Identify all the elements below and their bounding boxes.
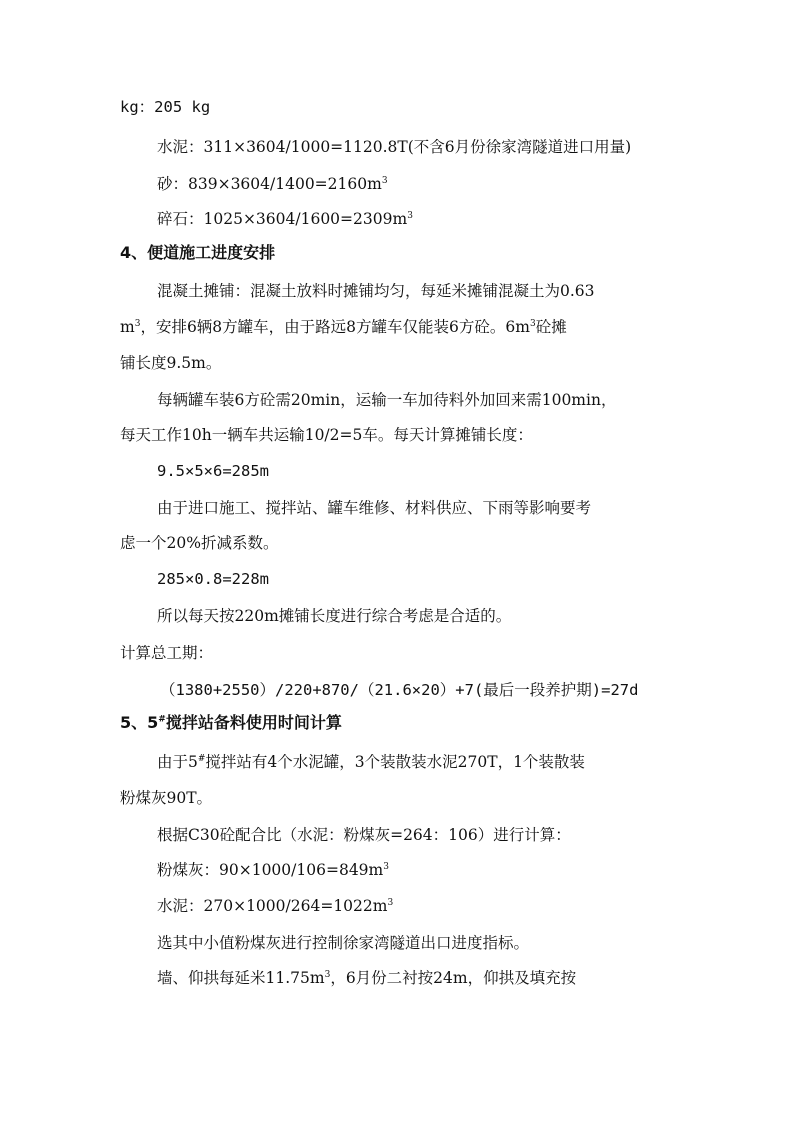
- para-cement-2: 水泥：$270\times 1000/264=1022m^3$: [157, 897, 394, 915]
- para-wall: 墙、仰拱每延米$11.75m^3$，6月份二衬按24m，仰拱及填充按: [157, 969, 577, 987]
- formula-paving-length: 9.5×5×6=285m: [157, 462, 269, 480]
- para-total-period-label: 计算总工期：: [120, 644, 214, 662]
- para-transport-1: 每辆罐车装6方砼需20min，运输一车加待料外加回来需100min，: [157, 391, 617, 409]
- para-cement-1: 水泥：311×3604/1000=1120.8T(不含6月份徐家湾隧道进口用量): [157, 138, 632, 156]
- para-reduction-1: 由于进口施工、搅拌站、罐车维修、材料供应、下雨等影响要考: [157, 499, 592, 517]
- para-mix-ratio: 根据C30砼配合比（水泥：粉煤灰=264：106）进行计算：: [157, 826, 571, 844]
- para-sand: 砂：$839\times 3604/1400=2160m^3$: [157, 175, 388, 193]
- para-paving-1c: 铺长度9.5m。: [120, 354, 222, 372]
- para-station-1: 由于5#搅拌站有4个水泥罐，3个装散装水泥270T，1个装散装: [157, 753, 585, 771]
- formula-total-period: （1380+2550）/220+870/（21.6×20）+7(最后一段养护期)=27d: [160, 681, 639, 699]
- para-reduction-2: 虑一个20%折减系数。: [120, 534, 279, 552]
- para-paving-1b: $m^3$，安排6辆8方罐车，由于路远8方罐车仅能装6方砼。$6m^3$砼摊: [120, 318, 567, 336]
- para-flyash: 粉煤灰：$90\times 1000/106=849m^3$: [157, 861, 389, 879]
- heading-section-4: 4、便道施工进度安排: [120, 243, 276, 262]
- para-select: 选其中小值粉煤灰进行控制徐家湾隧道出口进度指标。: [157, 934, 530, 952]
- para-paving-1a: 混凝土摊铺：混凝土放料时摊铺均匀，每延米摊铺混凝土为0.63: [157, 282, 595, 300]
- para-conclusion: 所以每天按220m摊铺长度进行综合考虑是合适的。: [157, 607, 512, 625]
- formula-reduced-length: 285×0.8=228m: [157, 570, 269, 588]
- heading-section-5: 5、5#搅拌站备料使用时间计算: [120, 713, 342, 732]
- para-transport-2: 每天工作10h一辆车共运输10/2=5车。每天计算摊铺长度：: [120, 426, 533, 444]
- para-station-2: 粉煤灰90T。: [120, 789, 213, 807]
- para-gravel: 碎石：$1025\times 3604/1600=2309m^3$: [157, 210, 413, 228]
- para-kg: kg：205 kg: [120, 98, 211, 116]
